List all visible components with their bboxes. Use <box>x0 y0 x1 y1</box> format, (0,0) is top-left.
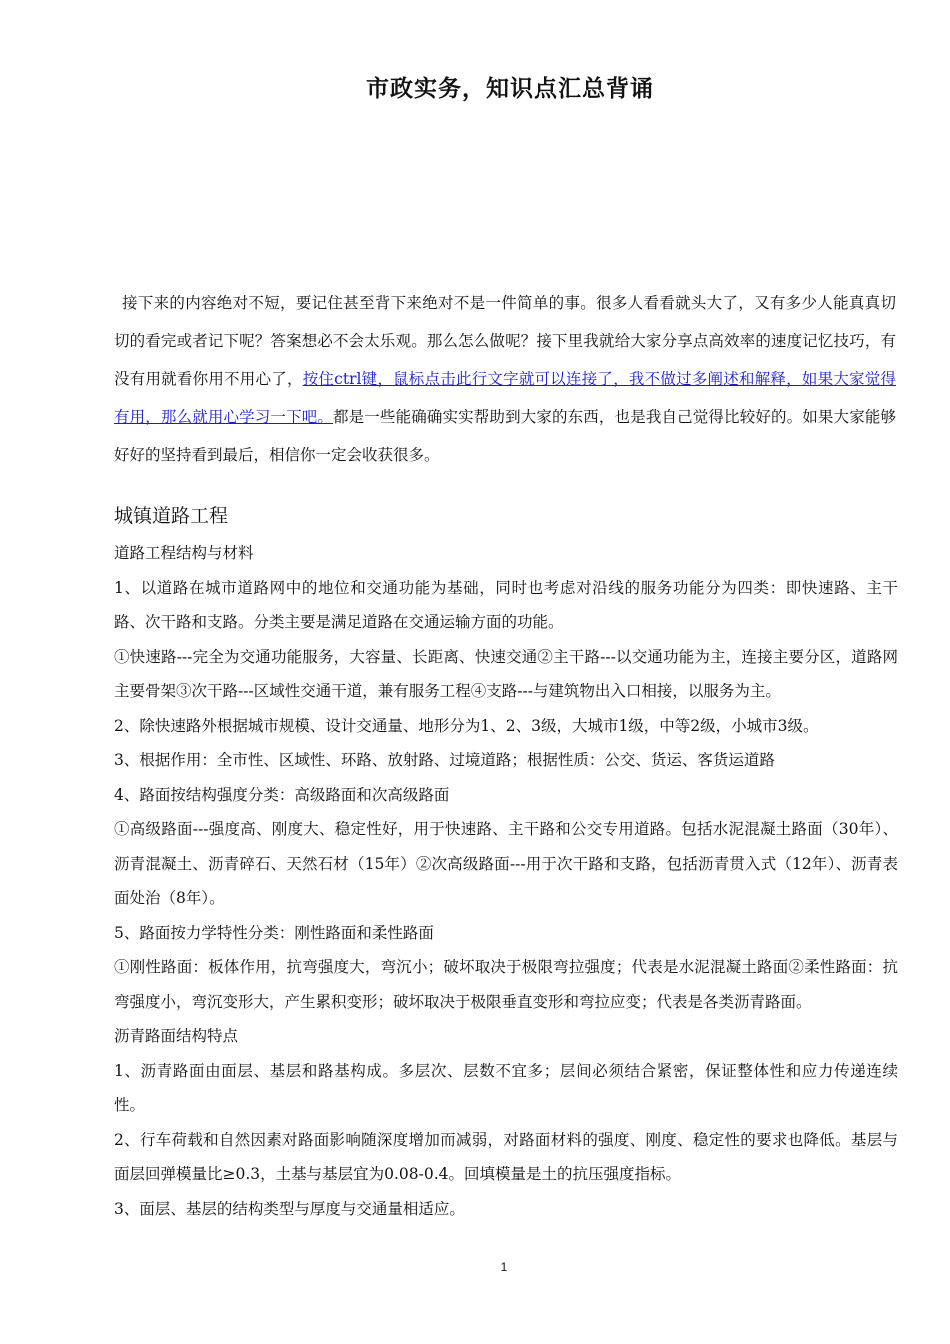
subheading-asphalt: 沥青路面结构特点 <box>114 1027 239 1045</box>
paragraph-item: 1、以道路在城市道路网中的地位和交通功能为基础，同时也考虑对沿线的服务功能分为四类：即快速路、主干路、次干路和支路。分类主要是满足道路在交通运输方面的功能。 <box>114 578 898 631</box>
paragraph-item: 3、面层、基层的结构类型与厚度与交通量相适应。 <box>114 1199 465 1218</box>
subheading-road-structure: 道路工程结构与材料 <box>114 544 254 562</box>
section-body <box>114 536 898 1226</box>
paragraph-item: 1、沥青路面由面层、基层和路基构成。多层次、层数不宜多；层间必须结合紧密，保证整体性和应力传递连续性。 <box>114 1061 898 1114</box>
document-title: 市政实务，知识点汇总背诵 <box>366 75 654 102</box>
section-heading: 城镇道路工程 <box>114 505 229 527</box>
paragraph-item: ①快速路---完全为交通功能服务，大容量、长距离、快速交通②主干路---以交通功能为主，连接主要分区，道路网主要骨架③次干路---区域性交通干道，兼有服务工程④支路---与建筑物出入口相接，以服务为主。 <box>114 647 898 700</box>
paragraph-item: 2、行车荷载和自然因素对路面影响随深度增加而减弱，对路面材料的强度、刚度、稳定性的要求也降低。基层与面层回弹模量比≥0.3，土基与基层宜为0.08-0.4。回填模量是土的抗压强度指标。 <box>114 1130 898 1183</box>
intro-text-after: 都是一些能确确实实帮助到大家的东西，也是我自己觉得比较好的。如果大家能够好好的坚持看到最后，相信你一定会收获很多。 <box>114 408 896 464</box>
paragraph-item: ①高级路面---强度高、刚度大、稳定性好，用于快速路、主干路和公交专用道路。包括水泥混凝土路面（30年）、沥青混凝土、沥青碎石、天然石材（15年）②次高级路面---用于次干路和支路，包括沥青贯入式（12年）、沥青表面处治（8年）。 <box>114 820 898 907</box>
paragraph-item: 2、除快速路外根据城市规模、设计交通量、地形分为1、2、3级，大城市1级，中等2级，小城市3级。 <box>114 716 819 735</box>
paragraph-item: 4、路面按结构强度分类：高级路面和次高级路面 <box>114 785 450 804</box>
intro-text-before: 接下来的内容绝对不短，要记住甚至背下来绝对不是一件简单的事。很多人看看就头大了，又有多少人能真真切切的看完或者记下呢？答案想必不会太乐观。那么怎么做呢？接下里我就给大家分享点高效率的速度记忆技巧，有没有用就看你用不用心了， <box>114 294 896 388</box>
page-number: 1 <box>500 1260 508 1274</box>
paragraph-item: 3、根据作用：全市性、区域性、环路、放射路、过境道路；根据性质：公交、货运、客货运道路 <box>114 751 775 769</box>
paragraph-item: ①刚性路面：板体作用，抗弯强度大，弯沉小；破坏取决于极限弯拉强度；代表是水泥混凝土路面②柔性路面：抗弯强度小，弯沉变形大，产生累积变形；破坏取决于极限垂直变形和弯拉应变；代表是各类沥青路面。 <box>114 958 898 1011</box>
paragraph-item: 5、路面按力学特性分类：刚性路面和柔性路面 <box>114 923 434 942</box>
intro-hyperlink[interactable]: 按住ctrl键，鼠标点击此行文字就可以连接了，我不做过多阐述和解释，如果大家觉得有用，那么就用心学习一下吧。 <box>114 370 896 426</box>
intro-paragraph <box>114 284 896 474</box>
